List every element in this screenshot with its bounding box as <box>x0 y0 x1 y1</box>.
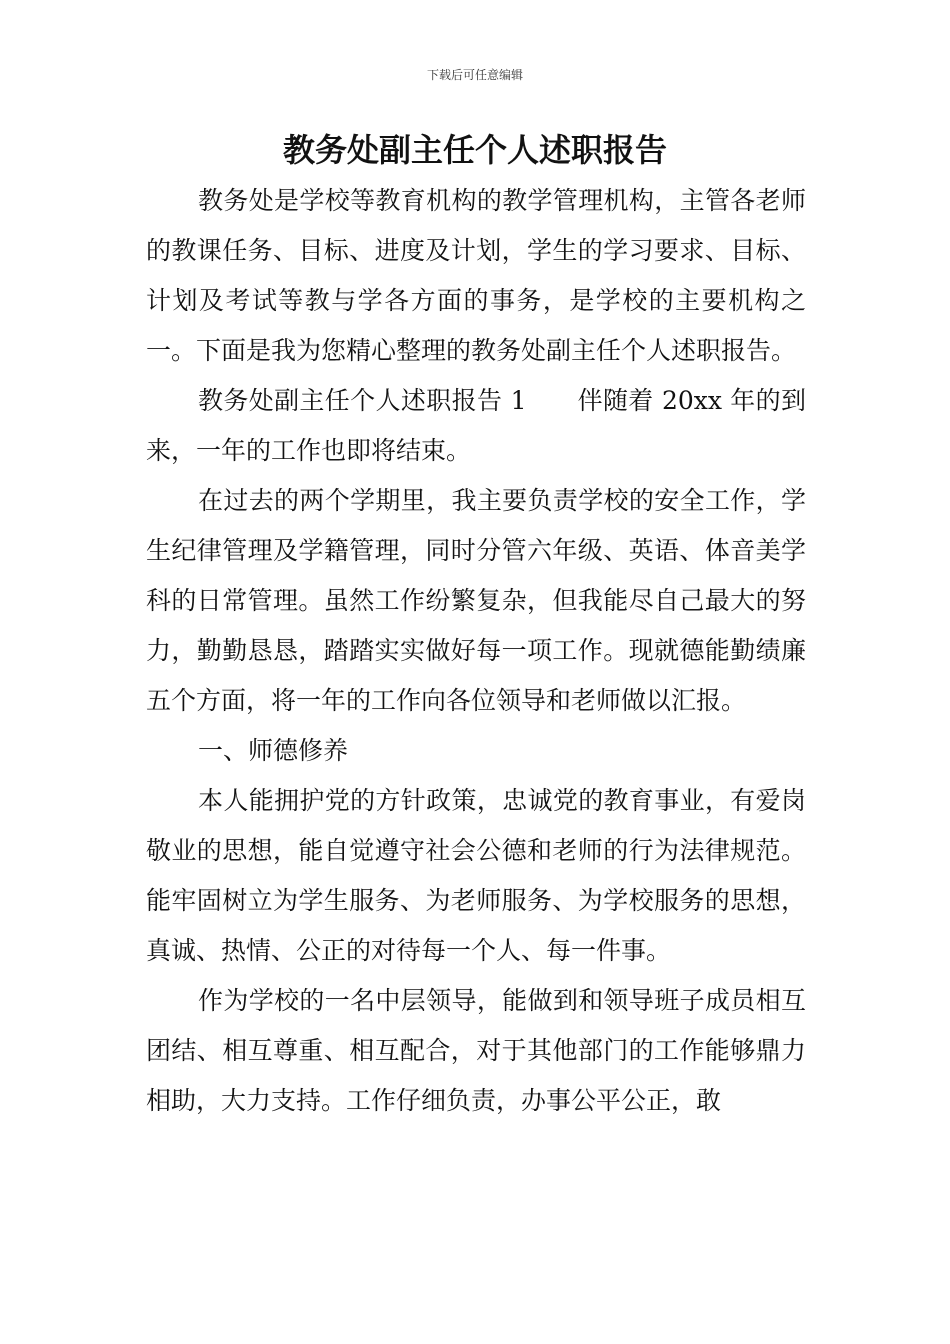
paragraph-responsibilities: 在过去的两个学期里，我主要负责学校的安全工作，学生纪律管理及学籍管理，同时分管六年级、英语、体音美学科的日常管理。虽然工作纷繁复杂，但我能尽自己最大的努力，勤勤恳恳，踏踏实实做好每一项工作。现就德能勤绩廉五个方面，将一年的工作向各位领导和老师做以汇报。 <box>146 486 806 715</box>
document-title: 教务处副主任个人述职报告 <box>282 131 667 169</box>
paragraph-ethics: 本人能拥护党的方针政策，忠诚党的教育事业，有爱岗敬业的思想，能自觉遵守社会公德和老师的行为法律规范。能牢固树立为学生服务、为老师服务、为学校服务的思想，真诚、热情、公正的对待每一个人、每一件事。 <box>146 786 806 965</box>
document-body <box>146 176 806 1126</box>
paragraph-teamwork: 作为学校的一名中层领导，能做到和领导班子成员相互团结、相互尊重、相互配合，对于其他部门的工作能够鼎力相助，大力支持。工作仔细负责，办事公平公正，敢 <box>146 986 806 1115</box>
paragraph-report-heading: 教务处副主任个人述职报告 1 伴随着 20xx 年的到来，一年的工作也即将结束。 <box>146 386 806 465</box>
section-heading-ethics: 一、师德修养 <box>198 736 349 765</box>
header-note: 下载后可任意编辑 <box>426 68 523 82</box>
paragraph-intro: 教务处是学校等教育机构的教学管理机构，主管各老师的教课任务、目标、进度及计划，学生的学习要求、目标、计划及考试等教与学各方面的事务，是学校的主要机构之一。下面是我为您精心整理的教务处副主任个人述职报告。 <box>146 186 806 365</box>
